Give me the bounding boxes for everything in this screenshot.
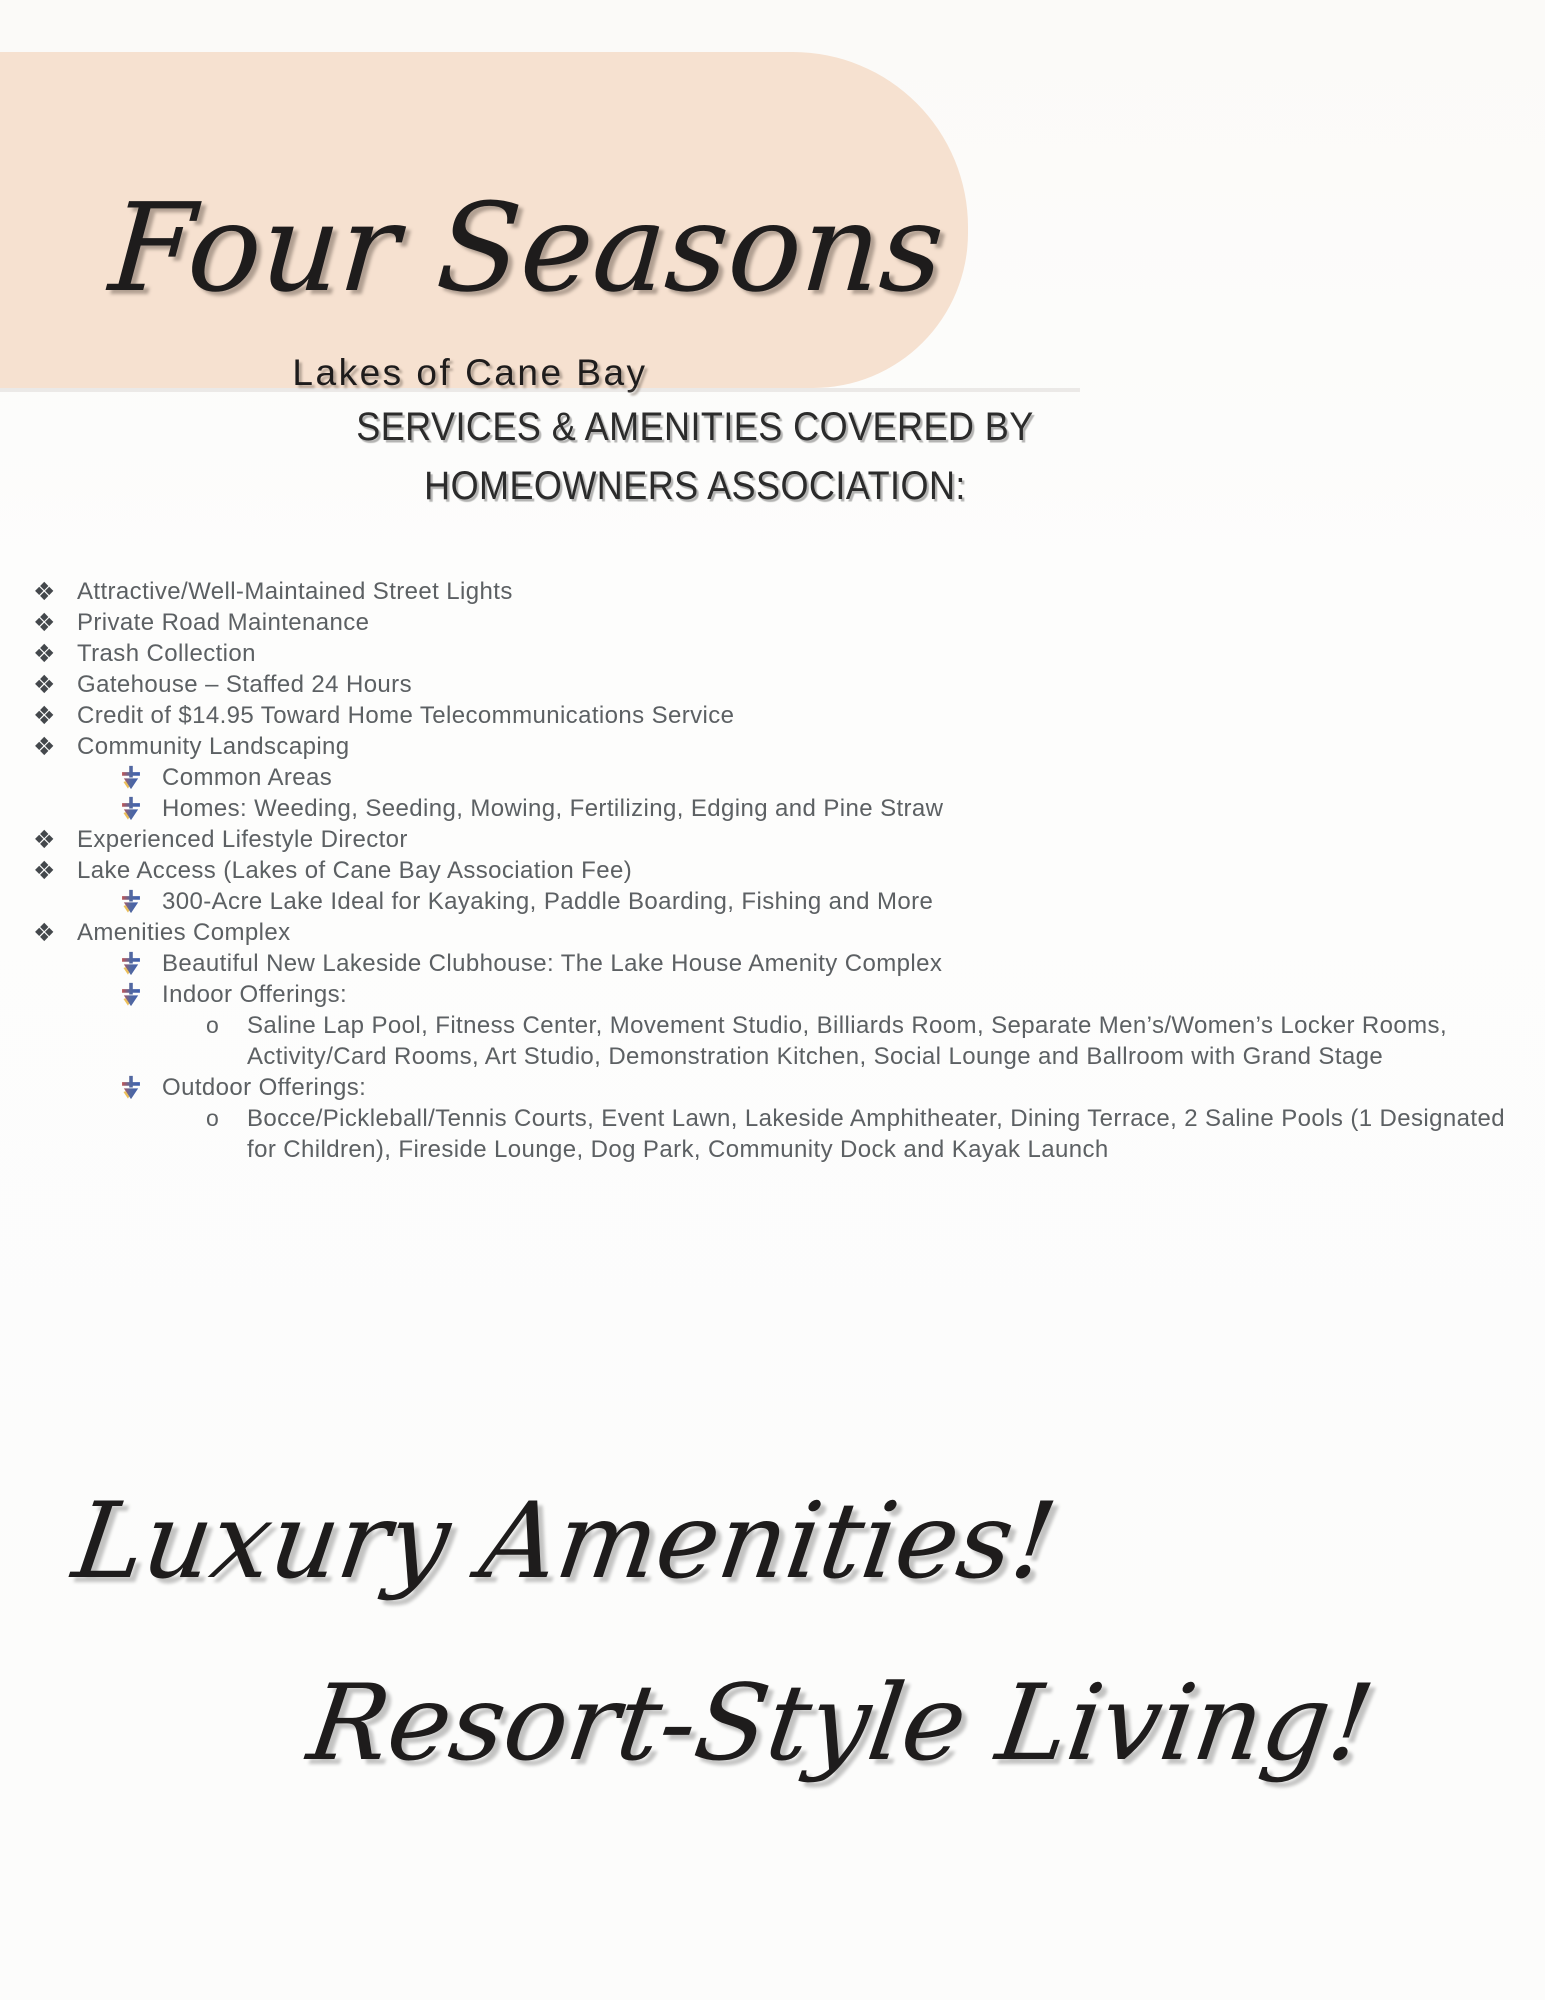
list-item-text: Private Road Maintenance: [77, 609, 370, 636]
list-item-text: Amenities Complex: [77, 919, 291, 946]
list-item-level1: [0, 700, 1545, 731]
list-item-text: Indoor Offerings:: [162, 981, 348, 1008]
list-item-level1: [0, 669, 1545, 700]
down-arrow-bullet-icon: [120, 982, 142, 1007]
down-arrow-bullet-icon: [120, 889, 142, 914]
diamond-bullet-icon: ❖: [33, 577, 56, 606]
list-item-level3: [0, 1010, 1545, 1072]
brand-logo-script: Four Seasons: [105, 177, 949, 319]
list-item-level1: [0, 855, 1545, 886]
down-arrow-bullet-icon: [120, 1075, 142, 1100]
list-item-level2: [0, 948, 1545, 979]
page-title-line1: SERVICES & AMENITIES COVERED BY: [356, 405, 1034, 449]
list-item-text: Attractive/Well-Maintained Street Lights: [77, 578, 513, 605]
circle-bullet-marker: o: [206, 1012, 220, 1038]
list-item-text: Credit of $14.95 Toward Home Telecommunications Service: [77, 702, 735, 729]
footer-script-line1: Luxury Amenities!: [66, 1480, 1064, 1602]
down-arrow-bullet-icon: [120, 796, 142, 821]
page-title: [155, 398, 1235, 516]
circle-bullet-marker: o: [206, 1105, 220, 1131]
diamond-bullet-icon: ❖: [33, 918, 56, 947]
list-item-text: Lake Access (Lakes of Cane Bay Association Fee): [77, 857, 633, 884]
list-item-level2: [0, 886, 1545, 917]
list-item-level2: [0, 979, 1545, 1010]
amenities-list: [0, 576, 1545, 1165]
footer-script-line2: Resort-Style Living!: [301, 1662, 1381, 1784]
list-item-level1: [0, 576, 1545, 607]
page-title-line2: HOMEOWNERS ASSOCIATION:: [424, 464, 966, 508]
list-item-level2: [0, 762, 1545, 793]
list-item-level1: [0, 607, 1545, 638]
list-item-text: Saline Lap Pool, Fitness Center, Movement Studio, Billiards Room, Separate Men’s/Women’s Locker Rooms, Activity/Card Rooms, Art Studio, Demonstration Kitchen, Social Lounge and Ballroom with Grand Stage: [247, 1012, 1448, 1070]
diamond-bullet-icon: ❖: [33, 701, 56, 730]
scan-artifact-line: [0, 388, 1080, 392]
list-item-level1: [0, 731, 1545, 762]
list-item-text: Beautiful New Lakeside Clubhouse: The Lake House Amenity Complex: [162, 950, 943, 977]
list-item-level2: [0, 1072, 1545, 1103]
list-item-level3: [0, 1103, 1545, 1165]
list-item-text: 300-Acre Lake Ideal for Kayaking, Paddle Boarding, Fishing and More: [162, 888, 934, 915]
list-item-text: Outdoor Offerings:: [162, 1074, 367, 1101]
list-item-text: Homes: Weeding, Seeding, Mowing, Fertilizing, Edging and Pine Straw: [162, 795, 944, 822]
list-item-text: Community Landscaping: [77, 733, 350, 760]
diamond-bullet-icon: ❖: [33, 608, 56, 637]
list-item-level2: [0, 793, 1545, 824]
down-arrow-bullet-icon: [120, 765, 142, 790]
list-item-level1: [0, 638, 1545, 669]
down-arrow-bullet-icon: [120, 951, 142, 976]
brand-logo-subtitle: Lakes of Cane Bay: [292, 352, 648, 393]
header-banner: [0, 52, 968, 393]
diamond-bullet-icon: ❖: [33, 639, 56, 668]
diamond-bullet-icon: ❖: [33, 856, 56, 885]
list-item-text: Experienced Lifestyle Director: [77, 826, 408, 853]
list-item-text: Trash Collection: [77, 640, 256, 667]
diamond-bullet-icon: ❖: [33, 732, 56, 761]
diamond-bullet-icon: ❖: [33, 670, 56, 699]
list-item-level1: [0, 824, 1545, 855]
diamond-bullet-icon: ❖: [33, 825, 56, 854]
list-item-text: Common Areas: [162, 764, 333, 791]
list-item-text: Bocce/Pickleball/Tennis Courts, Event Lawn, Lakeside Amphitheater, Dining Terrace, 2 Saline Pools (1 Designated for Children), Fireside Lounge, Dog Park, Community Dock and Kayak Launch: [247, 1105, 1505, 1163]
list-item-text: Gatehouse – Staffed 24 Hours: [77, 671, 412, 698]
list-item-level1: [0, 917, 1545, 948]
